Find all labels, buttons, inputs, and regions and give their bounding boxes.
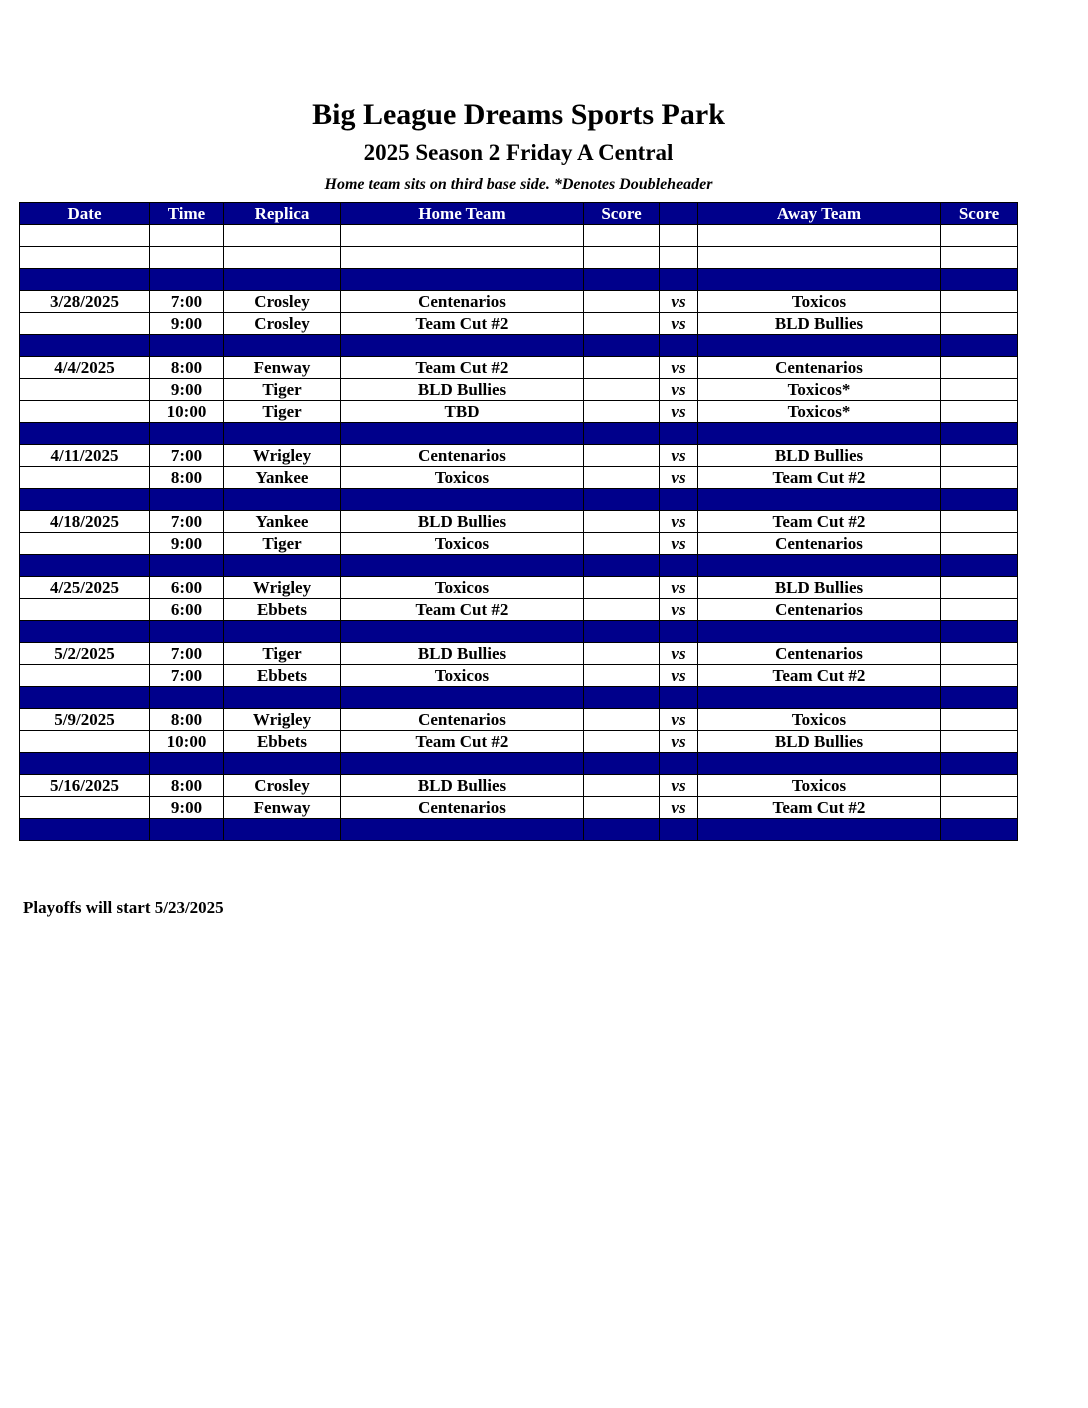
away-team-cell	[698, 753, 941, 775]
away-score-cell	[941, 687, 1018, 709]
home-team-cell: Team Cut #2	[341, 313, 584, 335]
home-score-cell	[584, 643, 660, 665]
away-team-cell: BLD Bullies	[698, 313, 941, 335]
vs-cell: vs	[660, 797, 698, 819]
time-cell	[150, 621, 224, 643]
time-cell	[150, 555, 224, 577]
time-cell: 9:00	[150, 313, 224, 335]
away-team-cell	[698, 247, 941, 269]
date-cell	[20, 555, 150, 577]
away-score-cell	[941, 335, 1018, 357]
replica-cell: Tiger	[224, 533, 341, 555]
away-team-cell: BLD Bullies	[698, 445, 941, 467]
separator-row	[20, 819, 1018, 841]
date-cell	[20, 247, 150, 269]
home-score-cell	[584, 269, 660, 291]
home-team-cell: Centenarios	[341, 709, 584, 731]
time-cell: 8:00	[150, 709, 224, 731]
away-team-cell: Team Cut #2	[698, 511, 941, 533]
date-cell: 5/2/2025	[20, 643, 150, 665]
away-score-cell	[941, 313, 1018, 335]
vs-cell: vs	[660, 313, 698, 335]
time-cell: 7:00	[150, 643, 224, 665]
home-score-cell	[584, 797, 660, 819]
home-score-cell	[584, 247, 660, 269]
table-row	[20, 709, 1018, 731]
table-row	[20, 797, 1018, 819]
separator-row	[20, 687, 1018, 709]
separator-row	[20, 555, 1018, 577]
home-team-cell	[341, 247, 584, 269]
away-score-cell	[941, 621, 1018, 643]
home-team-cell: Centenarios	[341, 445, 584, 467]
table-row	[20, 401, 1018, 423]
away-score-cell	[941, 247, 1018, 269]
table-row	[20, 467, 1018, 489]
date-cell: 5/9/2025	[20, 709, 150, 731]
away-team-cell	[698, 687, 941, 709]
home-score-cell	[584, 577, 660, 599]
home-team-cell: Team Cut #2	[341, 731, 584, 753]
away-score-cell	[941, 797, 1018, 819]
vs-cell: vs	[660, 775, 698, 797]
home-team-cell: Team Cut #2	[341, 357, 584, 379]
home-score-cell	[584, 555, 660, 577]
separator-row	[20, 423, 1018, 445]
away-team-cell: BLD Bullies	[698, 577, 941, 599]
table-row	[20, 731, 1018, 753]
header-away-team: Away Team	[698, 203, 941, 225]
replica-cell	[224, 555, 341, 577]
away-score-cell	[941, 489, 1018, 511]
date-cell	[20, 797, 150, 819]
table-row	[20, 577, 1018, 599]
replica-cell: Wrigley	[224, 445, 341, 467]
playoffs-note: Playoffs will start 5/23/2025	[23, 898, 224, 917]
replica-cell: Tiger	[224, 401, 341, 423]
home-team-cell	[341, 753, 584, 775]
vs-cell	[660, 753, 698, 775]
vs-cell	[660, 269, 698, 291]
away-score-cell	[941, 291, 1018, 313]
header-home-score: Score	[584, 203, 660, 225]
away-score-cell	[941, 555, 1018, 577]
blank-row	[20, 225, 1018, 247]
time-cell: 7:00	[150, 445, 224, 467]
away-score-cell	[941, 577, 1018, 599]
away-score-cell	[941, 401, 1018, 423]
replica-cell: Ebbets	[224, 731, 341, 753]
time-cell: 8:00	[150, 357, 224, 379]
away-score-cell	[941, 445, 1018, 467]
home-team-cell: BLD Bullies	[341, 775, 584, 797]
away-team-cell: Toxicos*	[698, 379, 941, 401]
replica-cell	[224, 269, 341, 291]
home-team-cell: Toxicos	[341, 533, 584, 555]
home-score-cell	[584, 445, 660, 467]
home-score-cell	[584, 335, 660, 357]
vs-cell	[660, 687, 698, 709]
home-team-cell	[341, 555, 584, 577]
date-cell	[20, 533, 150, 555]
away-score-cell	[941, 379, 1018, 401]
replica-cell	[224, 687, 341, 709]
away-team-cell: Toxicos*	[698, 401, 941, 423]
table-row	[20, 643, 1018, 665]
date-cell: 5/16/2025	[20, 775, 150, 797]
home-team-cell	[341, 269, 584, 291]
replica-cell	[224, 819, 341, 841]
away-score-cell	[941, 819, 1018, 841]
home-team-cell	[341, 819, 584, 841]
vs-cell: vs	[660, 665, 698, 687]
home-score-cell	[584, 665, 660, 687]
home-team-cell	[341, 335, 584, 357]
vs-cell	[660, 621, 698, 643]
home-team-cell	[341, 489, 584, 511]
away-team-cell: Toxicos	[698, 709, 941, 731]
vs-cell: vs	[660, 643, 698, 665]
time-cell	[150, 269, 224, 291]
date-cell: 4/18/2025	[20, 511, 150, 533]
date-cell	[20, 423, 150, 445]
date-cell	[20, 225, 150, 247]
time-cell	[150, 819, 224, 841]
home-team-cell	[341, 621, 584, 643]
home-score-cell	[584, 225, 660, 247]
replica-cell	[224, 423, 341, 445]
vs-cell	[660, 225, 698, 247]
home-score-cell	[584, 709, 660, 731]
time-cell: 9:00	[150, 379, 224, 401]
replica-cell	[224, 225, 341, 247]
replica-cell: Yankee	[224, 467, 341, 489]
header-replica: Replica	[224, 203, 341, 225]
away-team-cell	[698, 225, 941, 247]
time-cell	[150, 423, 224, 445]
away-team-cell: Centenarios	[698, 533, 941, 555]
replica-cell: Tiger	[224, 379, 341, 401]
home-score-cell	[584, 489, 660, 511]
header-row	[20, 203, 1018, 225]
table-row	[20, 445, 1018, 467]
away-team-cell: Team Cut #2	[698, 665, 941, 687]
header-home-team: Home Team	[341, 203, 584, 225]
table-row	[20, 357, 1018, 379]
away-score-cell	[941, 731, 1018, 753]
table-row	[20, 775, 1018, 797]
page-subtitle: 2025 Season 2 Friday A Central	[363, 140, 674, 165]
away-score-cell	[941, 775, 1018, 797]
replica-cell: Wrigley	[224, 577, 341, 599]
blank-row	[20, 247, 1018, 269]
away-team-cell: Toxicos	[698, 775, 941, 797]
away-team-cell: BLD Bullies	[698, 731, 941, 753]
away-team-cell: Team Cut #2	[698, 797, 941, 819]
time-cell: 10:00	[150, 401, 224, 423]
vs-cell: vs	[660, 577, 698, 599]
home-score-cell	[584, 511, 660, 533]
replica-cell	[224, 335, 341, 357]
home-score-cell	[584, 401, 660, 423]
home-score-cell	[584, 775, 660, 797]
home-score-cell	[584, 357, 660, 379]
replica-cell	[224, 247, 341, 269]
home-score-cell	[584, 313, 660, 335]
vs-cell: vs	[660, 379, 698, 401]
header-vs	[660, 203, 698, 225]
home-team-cell: BLD Bullies	[341, 643, 584, 665]
time-cell: 8:00	[150, 467, 224, 489]
time-cell	[150, 489, 224, 511]
away-score-cell	[941, 467, 1018, 489]
away-score-cell	[941, 423, 1018, 445]
home-score-cell	[584, 599, 660, 621]
away-team-cell: Centenarios	[698, 357, 941, 379]
time-cell: 7:00	[150, 291, 224, 313]
time-cell: 9:00	[150, 797, 224, 819]
replica-cell: Wrigley	[224, 709, 341, 731]
away-team-cell	[698, 555, 941, 577]
replica-cell	[224, 753, 341, 775]
date-cell	[20, 819, 150, 841]
away-team-cell	[698, 819, 941, 841]
replica-cell: Yankee	[224, 511, 341, 533]
separator-row	[20, 621, 1018, 643]
date-cell	[20, 335, 150, 357]
replica-cell: Fenway	[224, 797, 341, 819]
home-team-cell	[341, 687, 584, 709]
home-team-cell: BLD Bullies	[341, 379, 584, 401]
time-cell: 10:00	[150, 731, 224, 753]
time-cell: 9:00	[150, 533, 224, 555]
home-team-cell	[341, 423, 584, 445]
time-cell	[150, 225, 224, 247]
time-cell	[150, 247, 224, 269]
time-cell	[150, 335, 224, 357]
date-cell	[20, 731, 150, 753]
header-time: Time	[150, 203, 224, 225]
time-cell: 6:00	[150, 577, 224, 599]
replica-cell	[224, 621, 341, 643]
date-cell	[20, 753, 150, 775]
vs-cell: vs	[660, 731, 698, 753]
date-cell: 4/25/2025	[20, 577, 150, 599]
replica-cell: Ebbets	[224, 665, 341, 687]
vs-cell	[660, 335, 698, 357]
time-cell: 7:00	[150, 511, 224, 533]
table-row	[20, 665, 1018, 687]
vs-cell	[660, 555, 698, 577]
vs-cell: vs	[660, 709, 698, 731]
replica-cell: Crosley	[224, 291, 341, 313]
away-team-cell: Toxicos	[698, 291, 941, 313]
time-cell	[150, 687, 224, 709]
vs-cell: vs	[660, 511, 698, 533]
home-score-cell	[584, 467, 660, 489]
table-row	[20, 599, 1018, 621]
vs-cell: vs	[660, 357, 698, 379]
vs-cell: vs	[660, 599, 698, 621]
home-score-cell	[584, 423, 660, 445]
separator-row	[20, 335, 1018, 357]
replica-cell: Crosley	[224, 313, 341, 335]
away-team-cell	[698, 489, 941, 511]
away-score-cell	[941, 357, 1018, 379]
date-cell	[20, 467, 150, 489]
away-score-cell	[941, 269, 1018, 291]
page-title: Big League Dreams Sports Park	[312, 98, 725, 131]
home-team-cell: BLD Bullies	[341, 511, 584, 533]
date-cell	[20, 401, 150, 423]
away-team-cell	[698, 621, 941, 643]
separator-row	[20, 269, 1018, 291]
home-team-cell: TBD	[341, 401, 584, 423]
vs-cell	[660, 819, 698, 841]
replica-cell: Tiger	[224, 643, 341, 665]
table-row	[20, 511, 1018, 533]
time-cell	[150, 753, 224, 775]
away-team-cell: Centenarios	[698, 599, 941, 621]
home-score-cell	[584, 687, 660, 709]
home-team-cell	[341, 225, 584, 247]
home-score-cell	[584, 621, 660, 643]
home-team-cell: Team Cut #2	[341, 599, 584, 621]
home-team-cell: Centenarios	[341, 797, 584, 819]
away-score-cell	[941, 225, 1018, 247]
away-score-cell	[941, 753, 1018, 775]
home-score-cell	[584, 819, 660, 841]
away-score-cell	[941, 533, 1018, 555]
time-cell: 7:00	[150, 665, 224, 687]
home-team-cell: Centenarios	[341, 291, 584, 313]
date-cell	[20, 489, 150, 511]
home-score-cell	[584, 753, 660, 775]
vs-cell	[660, 247, 698, 269]
away-score-cell	[941, 665, 1018, 687]
vs-cell: vs	[660, 467, 698, 489]
home-score-cell	[584, 533, 660, 555]
vs-cell	[660, 489, 698, 511]
time-cell: 8:00	[150, 775, 224, 797]
vs-cell: vs	[660, 533, 698, 555]
date-cell	[20, 269, 150, 291]
date-cell	[20, 621, 150, 643]
away-score-cell	[941, 643, 1018, 665]
date-cell	[20, 313, 150, 335]
schedule-table	[19, 202, 1018, 841]
separator-row	[20, 753, 1018, 775]
date-cell	[20, 599, 150, 621]
header-date: Date	[20, 203, 150, 225]
home-score-cell	[584, 291, 660, 313]
away-team-cell: Centenarios	[698, 643, 941, 665]
away-score-cell	[941, 511, 1018, 533]
away-team-cell	[698, 335, 941, 357]
vs-cell: vs	[660, 291, 698, 313]
date-cell: 3/28/2025	[20, 291, 150, 313]
table-row	[20, 533, 1018, 555]
header-away-score: Score	[941, 203, 1018, 225]
date-cell	[20, 379, 150, 401]
home-score-cell	[584, 379, 660, 401]
table-row	[20, 313, 1018, 335]
replica-cell: Crosley	[224, 775, 341, 797]
away-team-cell: Team Cut #2	[698, 467, 941, 489]
away-score-cell	[941, 599, 1018, 621]
away-team-cell	[698, 423, 941, 445]
replica-cell	[224, 489, 341, 511]
table-row	[20, 291, 1018, 313]
time-cell: 6:00	[150, 599, 224, 621]
away-team-cell	[698, 269, 941, 291]
date-cell	[20, 665, 150, 687]
schedule-body	[20, 225, 1018, 841]
vs-cell: vs	[660, 445, 698, 467]
replica-cell: Ebbets	[224, 599, 341, 621]
separator-row	[20, 489, 1018, 511]
home-team-cell: Toxicos	[341, 577, 584, 599]
date-cell	[20, 687, 150, 709]
away-score-cell	[941, 709, 1018, 731]
home-score-cell	[584, 731, 660, 753]
vs-cell: vs	[660, 401, 698, 423]
table-row	[20, 379, 1018, 401]
replica-cell: Fenway	[224, 357, 341, 379]
home-team-cell: Toxicos	[341, 467, 584, 489]
vs-cell	[660, 423, 698, 445]
doubleheader-note: Home team sits on third base side. *Denotes Doubleheader	[324, 176, 713, 193]
home-team-cell: Toxicos	[341, 665, 584, 687]
date-cell: 4/11/2025	[20, 445, 150, 467]
date-cell: 4/4/2025	[20, 357, 150, 379]
